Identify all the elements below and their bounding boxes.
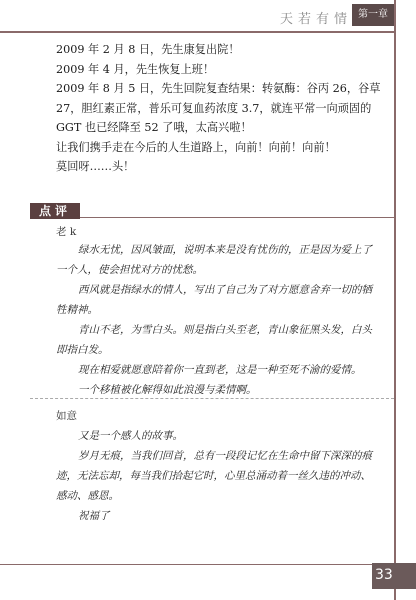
comment-paragraph: 又是一个感人的故事。	[78, 430, 184, 442]
comment-paragraph: 青山不老，为雪白头。则是指白头至老，青山象征黑头发，白头即指白发。	[56, 324, 373, 356]
footer-divider	[0, 564, 416, 565]
comment2-author: 如意	[56, 410, 77, 422]
comment-paragraph: 绿水无忧，因风皱面，说明本来是没有忧伤的，正是因为爱上了一个人，使会担忧对方的忧愁。	[56, 244, 373, 276]
comment-paragraph: 岁月无痕，当我们回首，总有一段段记忆在生命中留下深深的痕迹，无法忘却，每当我们拾起它时，心里总涌动着一丝久违的冲动、感动、感恩。	[56, 450, 373, 502]
story-line: 2009 年 8 月 5 日，先生回院复查结果：转氨酶：谷丙 26，谷草 27，胆红素正常，普乐可复血药浓度 3.7，就连平常一向顽固的 GGT 也已经降至 52 了哦，太高兴啦！	[56, 82, 381, 134]
story-line: 让我们携手走在今后的人生道路上，向前！向前！向前！	[56, 140, 336, 154]
story-line: 2009 年 2 月 8 日，先生康复出院！	[56, 43, 240, 56]
comment-paragraph: 一个移植被化解得如此浪漫与柔情啊。	[78, 384, 257, 396]
comment-separator	[30, 398, 394, 399]
review-label: 点评	[38, 204, 71, 218]
review-divider	[80, 217, 394, 218]
comment-paragraph: 现在相爱就愿意陪着你一直到老，这是一种至死不渝的爱情。	[78, 364, 362, 376]
comment-paragraph: 西风就是指绿水的情人，写出了自己为了对方愿意舍弃一切的牺牲精神。	[56, 284, 373, 316]
review-label-box	[30, 203, 80, 219]
story-line: 莫回呀……头！	[56, 160, 135, 173]
page-number: 33	[375, 567, 393, 583]
comment1-body	[56, 240, 374, 400]
comment2-body	[56, 426, 374, 526]
story-text	[56, 40, 386, 177]
comment1-author: 老 k	[56, 226, 77, 238]
chapter-title: 天若有情	[280, 12, 353, 27]
comment-paragraph: 祝福了	[78, 510, 110, 522]
story-line: 2009 年 4 月，先生恢复上班！	[56, 62, 215, 76]
right-margin-rule	[394, 0, 396, 600]
header-divider	[0, 31, 394, 33]
chapter-badge: 第一章	[352, 4, 394, 26]
